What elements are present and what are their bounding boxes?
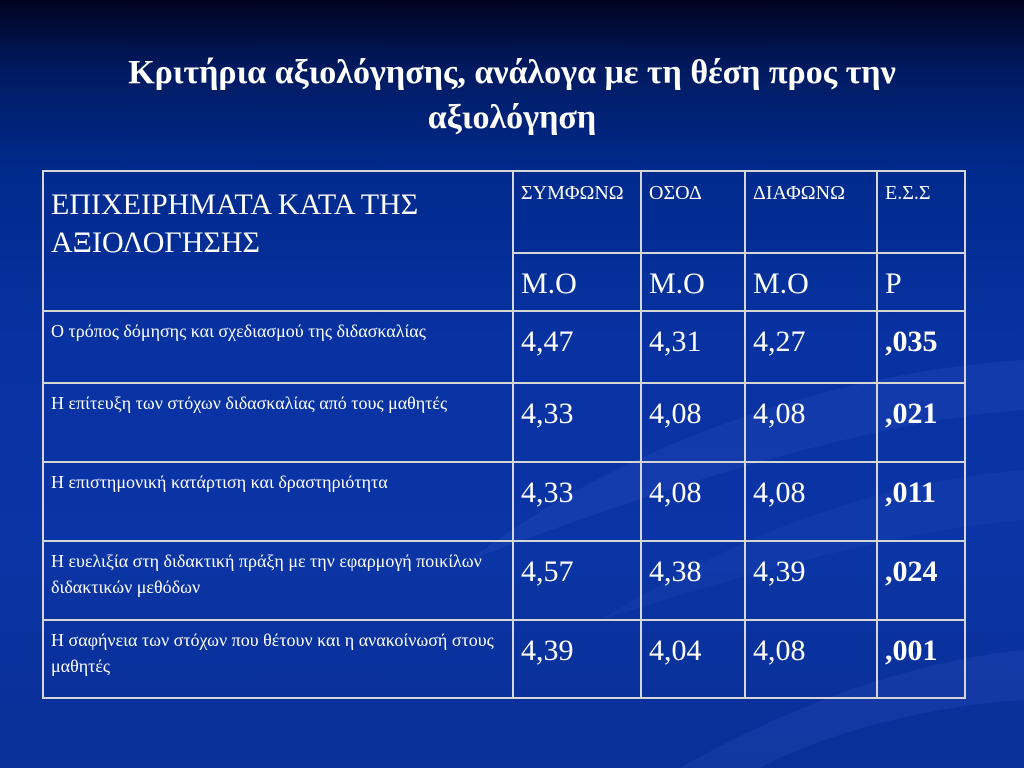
mean-disagree-cell: 4,08: [745, 462, 877, 541]
table-row: [43, 462, 965, 541]
table-row: [43, 620, 965, 698]
mean-neutral-cell: 4,38: [641, 541, 745, 620]
criterion-cell: Η σαφήνεια των στόχων που θέτουν και η ανακοίνωσή στους μαθητές: [43, 620, 513, 698]
column-header-neutral: ΟΣΟΔ: [641, 171, 745, 253]
mean-agree-cell: 4,39: [513, 620, 641, 698]
criterion-cell: Ο τρόπος δόμησης και σχεδιασμού της διδασκαλίας: [43, 311, 513, 383]
mean-neutral-cell: 4,04: [641, 620, 745, 698]
mean-agree-cell: 4,47: [513, 311, 641, 383]
column-subheader-p: P: [877, 253, 965, 311]
mean-neutral-cell: 4,31: [641, 311, 745, 383]
criterion-cell: Η επιστημονική κατάρτιση και δραστηριότητα: [43, 462, 513, 541]
table-row: [43, 541, 965, 620]
column-subheader-mean: Μ.Ο: [513, 253, 641, 311]
mean-disagree-cell: 4,39: [745, 541, 877, 620]
table-row: [43, 311, 965, 383]
criterion-cell: Η ευελιξία στη διδακτική πράξη με την εφαρμογή ποικίλων διδακτικών μεθόδων: [43, 541, 513, 620]
mean-neutral-cell: 4,08: [641, 383, 745, 462]
mean-disagree-cell: 4,08: [745, 620, 877, 698]
mean-agree-cell: 4,33: [513, 462, 641, 541]
p-value-cell: ,011: [877, 462, 965, 541]
mean-agree-cell: 4,33: [513, 383, 641, 462]
evaluation-criteria-table: [42, 170, 966, 699]
p-value-cell: ,001: [877, 620, 965, 698]
mean-disagree-cell: 4,08: [745, 383, 877, 462]
slide-title: Κριτήρια αξιολόγησης, ανάλογα με τη θέση προς την αξιολόγηση: [128, 54, 896, 136]
column-subheader-mean: Μ.Ο: [641, 253, 745, 311]
table-header-label: ΕΠΙΧΕΙΡΗΜΑΤΑ ΚΑΤΑ ΤΗΣ ΑΞΙΟΛΟΓΗΣΗΣ: [43, 171, 513, 311]
mean-neutral-cell: 4,08: [641, 462, 745, 541]
table-row: [43, 383, 965, 462]
p-value-cell: ,021: [877, 383, 965, 462]
mean-agree-cell: 4,57: [513, 541, 641, 620]
p-value-cell: ,024: [877, 541, 965, 620]
column-subheader-mean: Μ.Ο: [745, 253, 877, 311]
mean-disagree-cell: 4,27: [745, 311, 877, 383]
column-header-agree: ΣΥΜΦΩΝΩ: [513, 171, 641, 253]
p-value-cell: ,035: [877, 311, 965, 383]
column-header-disagree: ΔΙΑΦΩΝΩ: [745, 171, 877, 253]
criterion-cell: Η επίτευξη των στόχων διδασκαλίας από τους μαθητές: [43, 383, 513, 462]
column-header-significance: Ε.Σ.Σ: [877, 171, 965, 253]
